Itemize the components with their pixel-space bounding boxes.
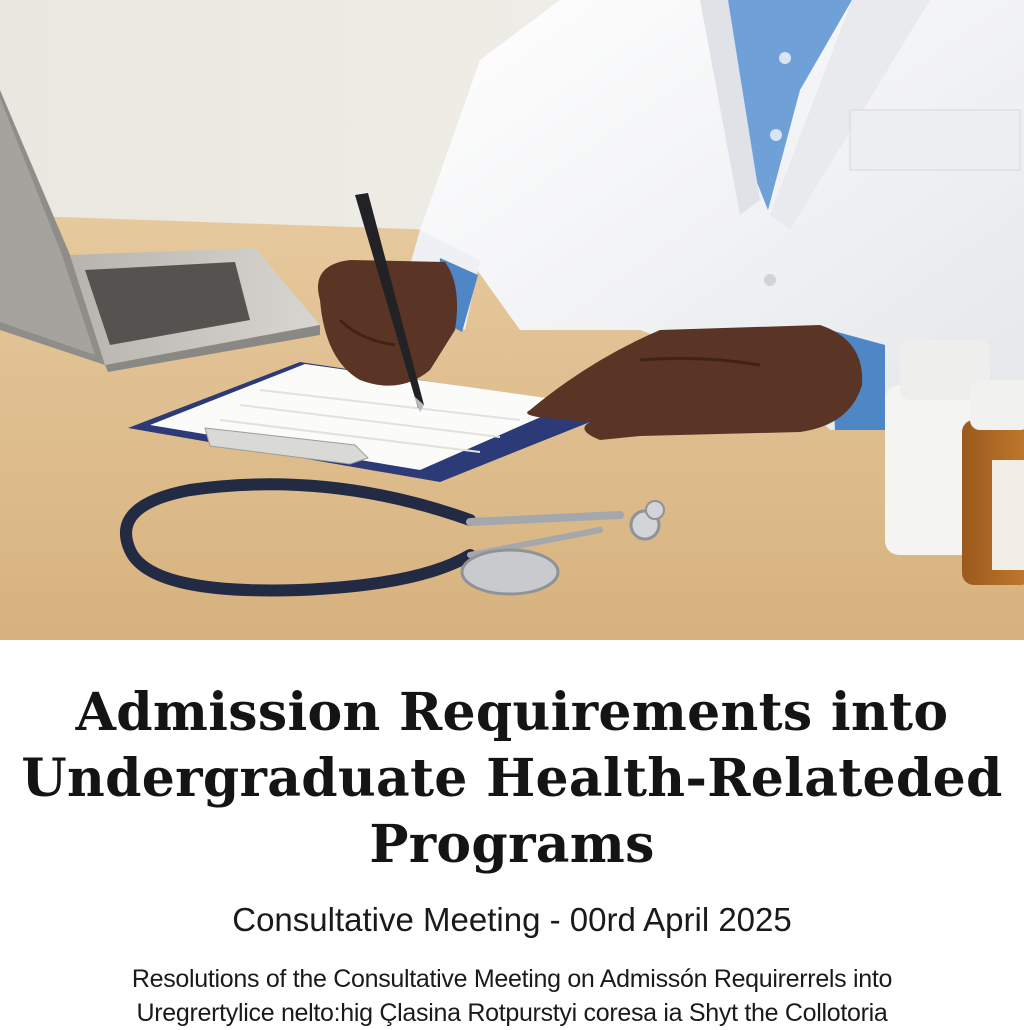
document-subtitle: Consultative Meeting - 00rd April 2025 (232, 901, 792, 938)
body-line: Uregrertylice nelto:hig Çlasina Rotpurstyi coresa ia Shyt the Collotoria (136, 999, 888, 1027)
document-title (0, 680, 1024, 878)
document-body (30, 962, 994, 1030)
body-line: Resolutions of the Consultative Meeting on Admissón Requirerrels into (131, 965, 893, 993)
title-line: Undergraduate Health-Relateded (21, 748, 1003, 809)
title-line: Admission Requirements into (75, 682, 949, 743)
title-line: Programs (369, 814, 655, 875)
